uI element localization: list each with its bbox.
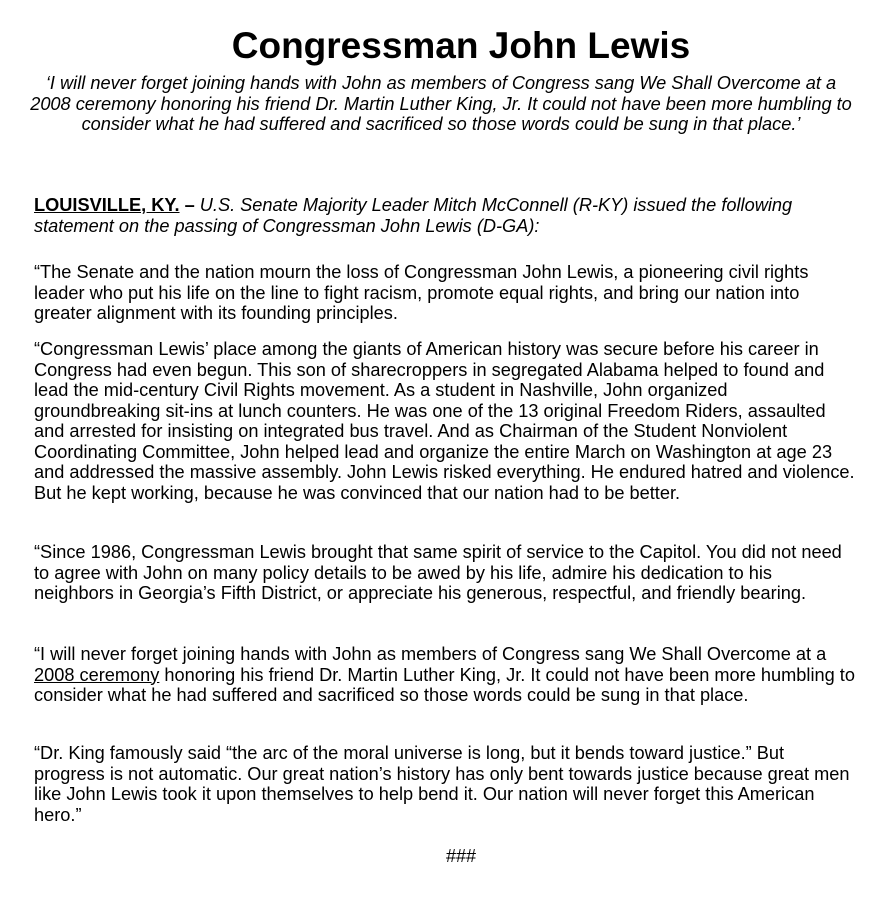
dateline-location: LOUISVILLE, KY. <box>34 195 180 215</box>
paragraph-service: “Since 1986, Congressman Lewis brought that same spirit of service to the Capitol. You did not need to agree with John on many policy details to be awed by his life, admire his dedication to his neighbors in Georgia’s Fifth District, or appreciate his generous, respectful, and friendly bearing. <box>34 542 842 603</box>
paragraph-ceremony <box>34 644 856 706</box>
paragraph-mourn: “The Senate and the nation mourn the loss of Congressman John Lewis, a pioneering civil rights leader who put his life on the line to fight racism, promote equal rights, and bring our nation into greater alignment with its founding principles. <box>34 262 809 323</box>
dateline-lead: U.S. Senate Majority Leader Mitch McConnell (R-KY) issued the following statement on the passing of Congressman John Lewis (D-GA): <box>34 195 793 236</box>
page-title: Congressman John Lewis <box>231 25 691 66</box>
dateline-dash: – <box>179 195 195 215</box>
ceremony-link[interactable]: 2008 ceremony <box>34 664 160 685</box>
end-mark: ### <box>445 846 477 866</box>
paragraph-history: “Congressman Lewis’ place among the giants of American history was secure before his career in Congress had even begun. This son of sharecroppers in segregated Alabama helped to found and lead the mid-century Civil Rights movement. As a student in Nashville, John organized groundbreaking sit-ins at lunch counters. He was one of the 13 original Freedom Riders, assaulted and arrested for insisting on integrated bus travel. And as Chairman of the Student Nonviolent Coordinating Committee, John helped lead and organize the entire March on Washington at age 23 and addressed the massive assembly. John Lewis risked everything. He endured hatred and violence. But he kept working, because he was convinced that our nation had to be better. <box>34 339 855 503</box>
paragraph-justice: “Dr. King famously said “the arc of the moral universe is long, but it bends toward justice.” But progress is not automatic. Our great nation’s history has only bent towards justice because great men like John Lewis took it upon themselves to help bend it. Our nation will never forget this American hero.” <box>34 743 850 825</box>
dateline <box>34 195 854 236</box>
paragraph-ceremony-before: “I will never forget joining hands with John as members of Congress sang We Shall Overcome at a <box>34 644 827 664</box>
paragraph-ceremony-after: honoring his friend Dr. Martin Luther King, Jr. It could not have been more humbling to consider what he had suffered and sacrificed so those words could be sung in that place. <box>34 664 855 705</box>
pull-quote: ‘I will never forget joining hands with John as members of Congress sang We Shall Overcome at a 2008 ceremony honoring his friend Dr. Martin Luther King, Jr. It could not have been more humbling to consider what he had suffered and sacrificed so those words could be sung in that place.’ <box>30 73 852 134</box>
